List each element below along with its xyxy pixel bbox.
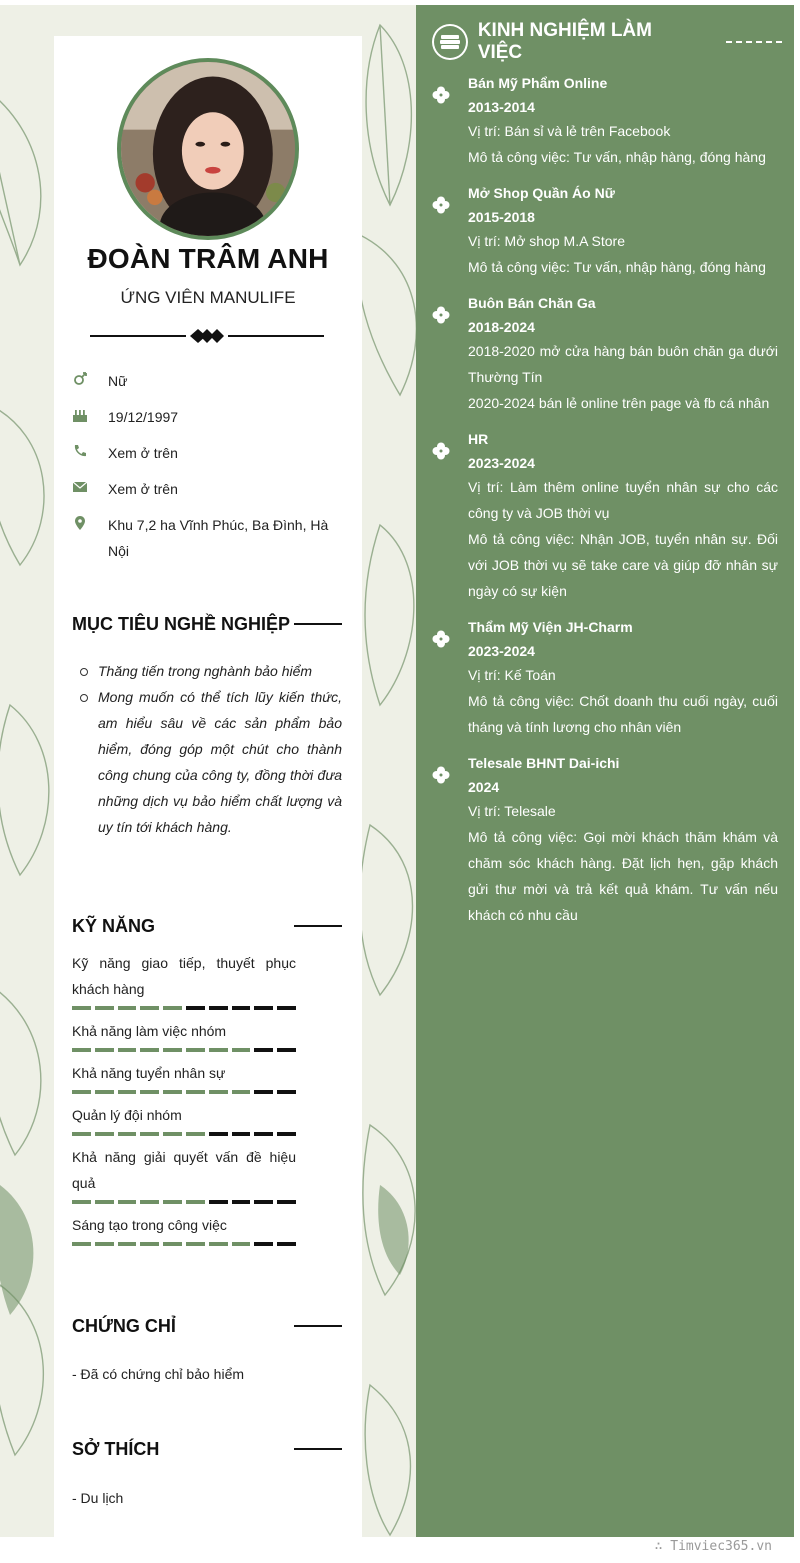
birthday-value: 19/12/1997 bbox=[108, 409, 179, 425]
birthday-cake-icon bbox=[72, 407, 88, 423]
skill-segment-filled bbox=[209, 1048, 228, 1052]
experience-company: Bán Mỹ Phẩm Online bbox=[468, 75, 608, 91]
skill-segment-filled bbox=[95, 1242, 114, 1246]
skill-segment-filled bbox=[140, 1048, 159, 1052]
certificates-heading bbox=[72, 1314, 342, 1338]
skill-item bbox=[72, 950, 296, 1010]
avatar bbox=[117, 58, 299, 240]
address-value: Khu 7,2 ha Vĩnh Phúc, Ba Đình, Hà Nội bbox=[108, 517, 329, 559]
experience-heading bbox=[432, 20, 782, 63]
objective-item: Thăng tiến trong nghành bảo hiểm bbox=[72, 658, 342, 684]
skill-segment-filled bbox=[232, 1242, 251, 1246]
skill-item bbox=[72, 1060, 296, 1094]
skill-segment-empty bbox=[277, 1200, 296, 1204]
skill-segment-filled bbox=[186, 1242, 205, 1246]
skill-segment-empty bbox=[209, 1006, 228, 1010]
skill-level-bar bbox=[72, 1090, 296, 1094]
experience-detail: Vị trí: Làm thêm online tuyển nhân sự cho các công ty và JOB thời vụ bbox=[468, 479, 778, 521]
skill-segment-filled bbox=[72, 1242, 91, 1246]
contact-item-phone bbox=[72, 440, 332, 466]
certificates-text: - Đã có chứng chỉ bảo hiểm bbox=[72, 1366, 245, 1382]
experience-list bbox=[432, 70, 778, 938]
skill-segment-filled bbox=[232, 1048, 251, 1052]
skill-segment-empty bbox=[254, 1090, 273, 1094]
skills-heading bbox=[72, 914, 342, 938]
skill-name: Quản lý đội nhóm bbox=[72, 1107, 182, 1123]
skill-segment-filled bbox=[72, 1200, 91, 1204]
skill-segment-filled bbox=[186, 1132, 205, 1136]
skill-segment-filled bbox=[186, 1200, 205, 1204]
objective-section bbox=[72, 658, 342, 840]
experience-detail: Vị trí: Kế Toán bbox=[468, 667, 556, 683]
clover-icon bbox=[432, 86, 450, 104]
experience-period: 2013-2014 bbox=[468, 99, 535, 115]
skill-segment-empty bbox=[232, 1006, 251, 1010]
skill-segment-filled bbox=[95, 1048, 114, 1052]
location-pin-icon bbox=[72, 515, 88, 531]
skill-segment-filled bbox=[118, 1132, 137, 1136]
skill-segment-empty bbox=[232, 1200, 251, 1204]
clover-icon bbox=[432, 630, 450, 648]
skill-segment-empty bbox=[254, 1132, 273, 1136]
skill-segment-filled bbox=[186, 1048, 205, 1052]
experience-period: 2023-2024 bbox=[468, 455, 535, 471]
experience-detail: Vị trí: Bán sỉ và lẻ trên Facebook bbox=[468, 123, 671, 139]
email-value[interactable]: Xem ở trên bbox=[108, 481, 178, 497]
candidate-name: ĐOÀN TRÂM ANH bbox=[87, 243, 329, 274]
books-icon-glyph bbox=[439, 33, 461, 51]
skill-segment-empty bbox=[232, 1132, 251, 1136]
skill-segment-empty bbox=[277, 1132, 296, 1136]
experience-detail: Mô tả công việc: Nhận JOB, tuyển nhân sự. Đối với JOB thời vụ sẽ take care và giúp đỡ nhân sự ngày có sự kiện bbox=[468, 531, 778, 599]
gender-icon bbox=[72, 371, 88, 387]
skill-name: Khả năng giải quyết vấn đề hiệu quả bbox=[72, 1149, 296, 1191]
skill-item bbox=[72, 1018, 296, 1052]
skill-segment-filled bbox=[95, 1132, 114, 1136]
skill-segment-filled bbox=[140, 1200, 159, 1204]
skill-segment-filled bbox=[72, 1006, 91, 1010]
skills-heading-label: KỸ NĂNG bbox=[72, 915, 156, 936]
skill-segment-filled bbox=[209, 1090, 228, 1094]
skill-item bbox=[72, 1212, 296, 1246]
skill-name: Khả năng làm việc nhóm bbox=[72, 1023, 227, 1039]
skill-segment-empty bbox=[254, 1048, 273, 1052]
skill-segment-filled bbox=[140, 1242, 159, 1246]
skill-segment-filled bbox=[72, 1048, 91, 1052]
skill-level-bar bbox=[72, 1132, 296, 1136]
gender-value: Nữ bbox=[108, 373, 128, 389]
skill-segment-filled bbox=[232, 1090, 251, 1094]
experience-period: 2024 bbox=[468, 779, 500, 795]
hobbies-heading bbox=[72, 1437, 342, 1461]
experience-item bbox=[432, 70, 778, 170]
experience-company: HR bbox=[468, 431, 489, 447]
skills-list bbox=[72, 950, 296, 1254]
skill-segment-filled bbox=[163, 1090, 182, 1094]
hobbies-text: - Du lịch bbox=[72, 1490, 124, 1506]
skill-segment-empty bbox=[254, 1006, 273, 1010]
skill-segment-filled bbox=[72, 1132, 91, 1136]
skill-segment-filled bbox=[72, 1090, 91, 1094]
phone-value[interactable]: Xem ở trên bbox=[108, 445, 178, 461]
skill-segment-empty bbox=[186, 1006, 205, 1010]
contact-item-address bbox=[72, 512, 332, 564]
contact-item-email bbox=[72, 476, 332, 502]
clover-icon bbox=[432, 196, 450, 214]
skill-segment-filled bbox=[186, 1090, 205, 1094]
email-icon bbox=[72, 479, 88, 495]
skill-segment-filled bbox=[118, 1200, 137, 1204]
skill-segment-filled bbox=[163, 1200, 182, 1204]
hobbies-heading-label: SỞ THÍCH bbox=[72, 1438, 160, 1459]
experience-detail: Mô tả công việc: Tư vấn, nhập hàng, đóng hàng bbox=[468, 259, 766, 275]
clover-icon bbox=[432, 442, 450, 460]
skill-segment-filled bbox=[163, 1132, 182, 1136]
skill-segment-empty bbox=[209, 1200, 228, 1204]
skill-segment-filled bbox=[163, 1242, 182, 1246]
heading-rule bbox=[294, 925, 342, 927]
skill-level-bar bbox=[72, 1048, 296, 1052]
experience-item bbox=[432, 750, 778, 928]
heading-dashes bbox=[726, 41, 782, 43]
experience-item bbox=[432, 614, 778, 740]
skill-segment-filled bbox=[140, 1006, 159, 1010]
skill-segment-empty bbox=[254, 1242, 273, 1246]
certificates-heading-label: CHỨNG CHỈ bbox=[72, 1315, 176, 1336]
books-icon bbox=[432, 24, 468, 60]
experience-item bbox=[432, 290, 778, 416]
experience-period: 2023-2024 bbox=[468, 643, 535, 659]
experience-detail: Vị trí: Telesale bbox=[468, 803, 556, 819]
objective-heading bbox=[72, 612, 342, 636]
experience-detail: 2020-2024 bán lẻ online trên page và fb cá nhân bbox=[468, 395, 770, 411]
ornament-divider bbox=[90, 326, 324, 346]
skill-segment-filled bbox=[95, 1006, 114, 1010]
experience-detail: Mô tả công việc: Tư vấn, nhập hàng, đóng hàng bbox=[468, 149, 766, 165]
skill-item bbox=[72, 1102, 296, 1136]
skill-segment-empty bbox=[277, 1242, 296, 1246]
skill-segment-filled bbox=[118, 1006, 137, 1010]
skill-segment-filled bbox=[163, 1006, 182, 1010]
skill-segment-filled bbox=[118, 1048, 137, 1052]
experience-company: Buôn Bán Chăn Ga bbox=[468, 295, 596, 311]
experience-company: Telesale BHNT Dai-ichi bbox=[468, 755, 620, 771]
experience-company: Thẩm Mỹ Viện JH-Charm bbox=[468, 619, 633, 635]
contact-item-birthday bbox=[72, 404, 332, 430]
skill-segment-filled bbox=[95, 1200, 114, 1204]
skill-level-bar bbox=[72, 1200, 296, 1204]
skill-segment-empty bbox=[254, 1200, 273, 1204]
experience-detail: Mô tả công việc: Gọi mời khách thăm khám và chăm sóc khách hàng. Đặt lịch hẹn, gặp khách gửi thư mời và trả kết quả khám. Tư vấn nếu khách có nhu cầu bbox=[468, 829, 778, 923]
contact-info-list bbox=[72, 368, 332, 574]
skill-segment-filled bbox=[95, 1090, 114, 1094]
contact-item-gender bbox=[72, 368, 332, 394]
skill-segment-filled bbox=[140, 1090, 159, 1094]
skill-segment-empty bbox=[277, 1006, 296, 1010]
portrait-photo bbox=[121, 62, 295, 236]
experience-period: 2018-2024 bbox=[468, 319, 535, 335]
experience-detail: 2018-2020 mở cửa hàng bán buôn chăn ga dưới Thường Tín bbox=[468, 343, 778, 385]
heading-rule bbox=[294, 623, 342, 625]
skill-segment-empty bbox=[277, 1090, 296, 1094]
phone-icon bbox=[72, 443, 88, 459]
site-watermark[interactable]: ∴ Timviec365.vn bbox=[654, 1539, 772, 1554]
skill-segment-filled bbox=[118, 1242, 137, 1246]
skill-segment-filled bbox=[163, 1048, 182, 1052]
experience-detail: Mô tả công việc: Chốt doanh thu cuối ngày, cuối tháng và tính lương cho nhân viên bbox=[468, 693, 778, 735]
skill-segment-empty bbox=[277, 1048, 296, 1052]
experience-period: 2015-2018 bbox=[468, 209, 535, 225]
skill-segment-filled bbox=[209, 1242, 228, 1246]
skill-segment-empty bbox=[209, 1132, 228, 1136]
experience-item bbox=[432, 426, 778, 604]
heading-rule bbox=[294, 1325, 342, 1327]
skill-segment-filled bbox=[140, 1132, 159, 1136]
experience-detail: Vị trí: Mở shop M.A Store bbox=[468, 233, 626, 249]
skill-name: Sáng tạo trong công việc bbox=[72, 1217, 227, 1233]
skill-level-bar bbox=[72, 1006, 296, 1010]
clover-icon bbox=[432, 766, 450, 784]
objective-heading-label: MỤC TIÊU NGHỀ NGHIỆP bbox=[72, 613, 291, 634]
candidate-title: ỨNG VIÊN MANULIFE bbox=[120, 288, 296, 307]
skill-name: Khả năng tuyển nhân sự bbox=[72, 1065, 226, 1081]
heading-rule bbox=[294, 1448, 342, 1450]
objective-list bbox=[72, 658, 342, 840]
experience-heading-label: KINH NGHIỆM LÀM VIỆC bbox=[477, 20, 652, 63]
skill-item bbox=[72, 1144, 296, 1204]
experience-item bbox=[432, 180, 778, 280]
objective-item: Mong muốn có thể tích lũy kiến thức, am hiểu sâu về các sản phẩm bảo hiểm, đóng góp một chút cho thành công chung của công ty, đồng thời đưa những dịch vụ bảo hiểm chất lượng và uy tín tới khách hàng. bbox=[72, 684, 342, 840]
skill-level-bar bbox=[72, 1242, 296, 1246]
skill-name: Kỹ năng giao tiếp, thuyết phục khách hàng bbox=[72, 955, 296, 997]
experience-company: Mở Shop Quần Áo Nữ bbox=[468, 185, 615, 201]
skill-segment-filled bbox=[118, 1090, 137, 1094]
clover-icon bbox=[432, 306, 450, 324]
